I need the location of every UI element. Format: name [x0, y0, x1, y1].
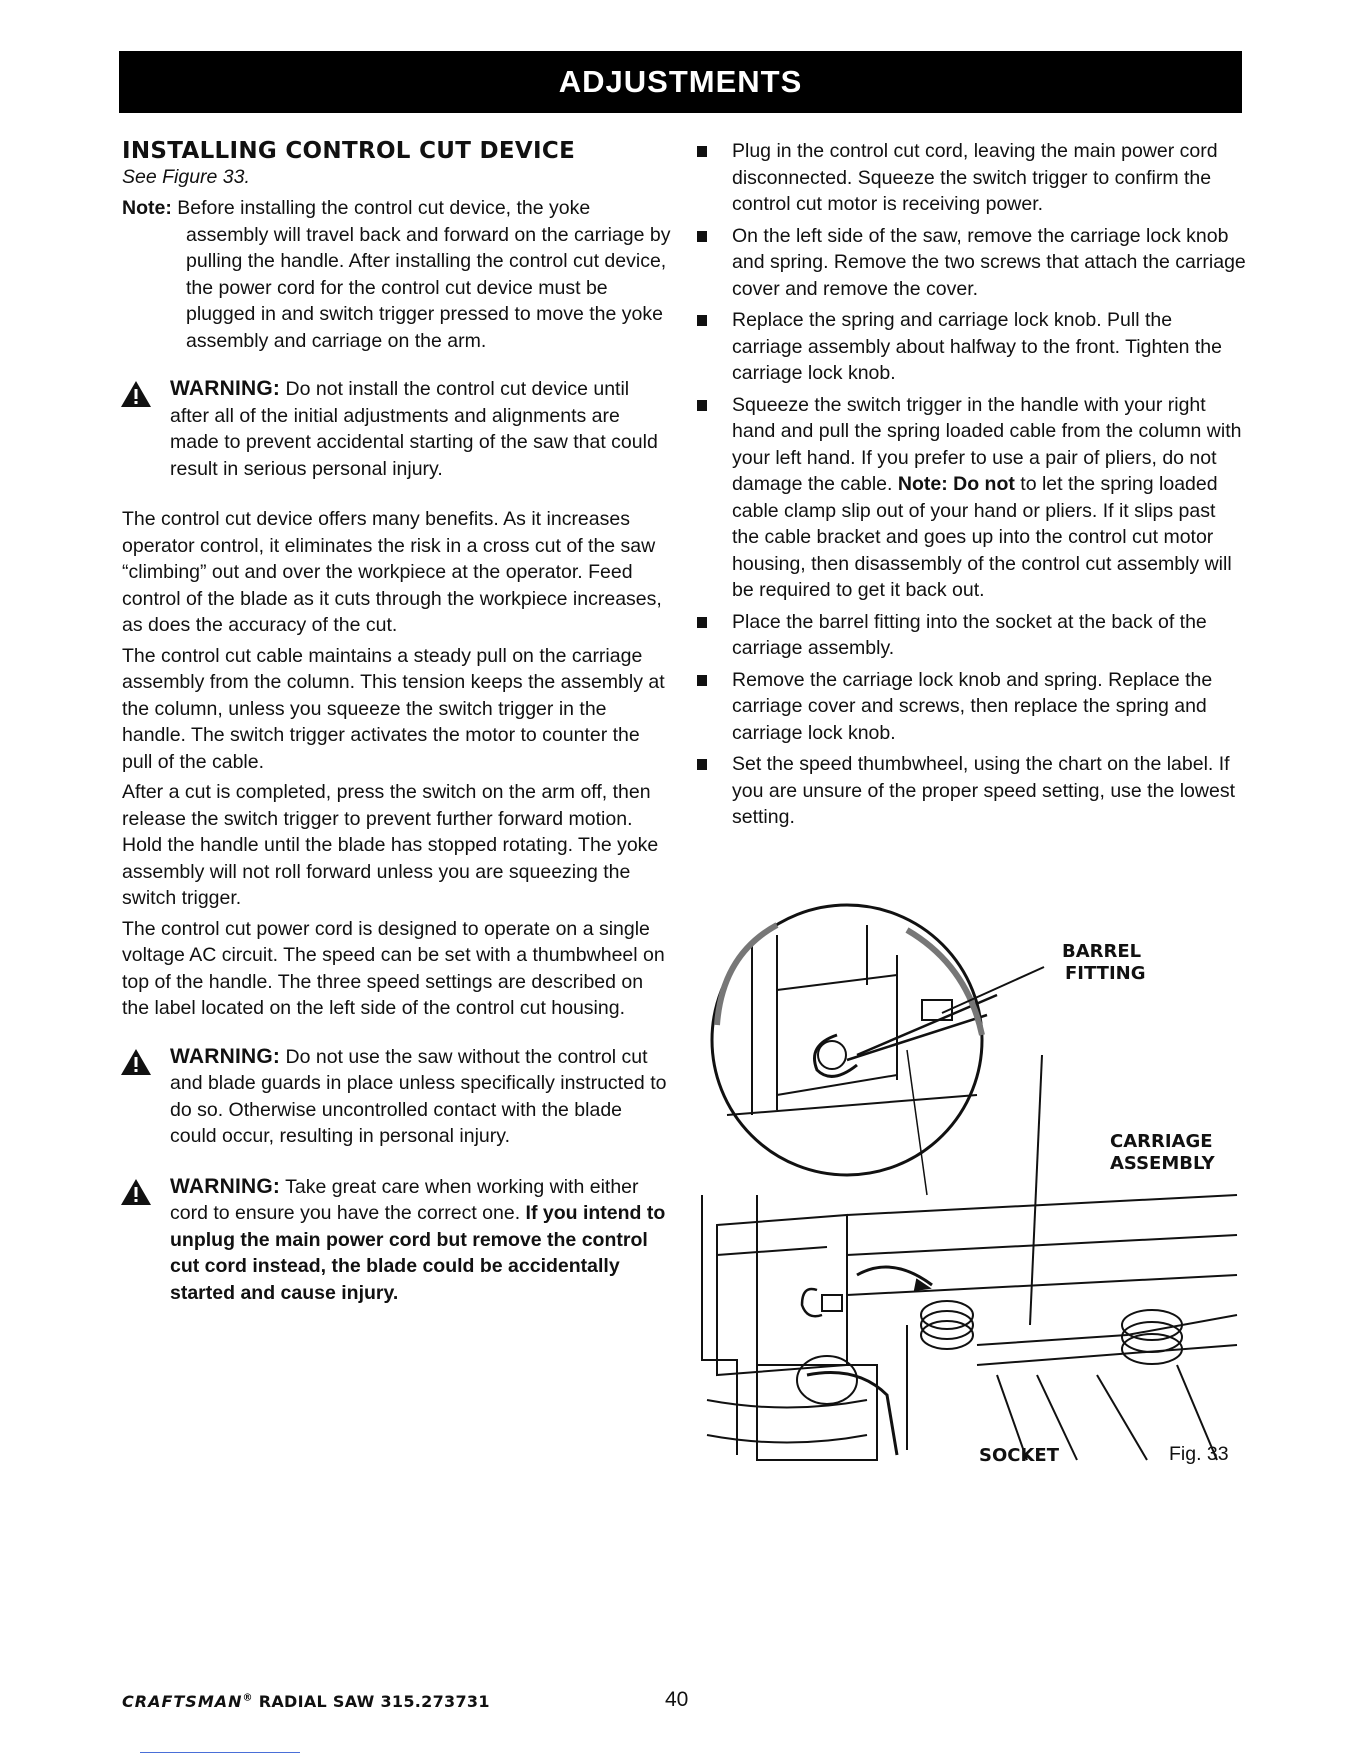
bullet-square-icon	[697, 617, 707, 628]
registered-mark: ®	[242, 1692, 253, 1704]
warning-triangle-icon	[120, 1048, 152, 1076]
list-item	[697, 392, 1247, 604]
list-item-text: Squeeze the switch trigger in the handle with your right hand and pull the spring loaded cable from the column with your left hand. If you prefer to use a pair of pliers, do not damage the cable.	[732, 393, 1242, 495]
label-barrel-fitting	[1062, 941, 1146, 985]
bullet-square-icon	[697, 146, 707, 157]
note-paragraph	[122, 195, 672, 354]
list-item-text: Set the speed thumbwheel, using the chart on the label. If you are unsure of the proper speed setting, use the lowest setting.	[732, 753, 1235, 828]
bullet-square-icon	[697, 759, 707, 770]
left-column	[122, 138, 672, 1330]
section-header: ADJUSTMENTS	[119, 51, 1242, 113]
list-item	[697, 609, 1247, 662]
warning-block-2	[122, 1044, 672, 1150]
warning-bold-text: If you intend to unplug the main power cord but remove the control cut cord instead, the blade could be accidentally started and cause injury.	[170, 1202, 666, 1304]
page-number: 40	[665, 1688, 689, 1711]
note-text: Before installing the control cut device, the yoke assembly will travel back and forward on the carriage by pulling the handle. After installing the control cut device, the power cord for the control cut device must be plugged in and switch trigger pressed to move the yoke assembly and carriage on the arm.	[177, 197, 671, 352]
label-socket: SOCKET	[979, 1445, 1059, 1466]
warning-block-3	[122, 1174, 672, 1307]
list-item-text: Replace the spring and carriage lock knob. Pull the carriage assembly about halfway to the front. Tighten the carriage lock knob.	[732, 309, 1222, 384]
warning-block-1	[122, 376, 672, 482]
steps-list	[697, 138, 1247, 831]
saw-carriage-illustration	[697, 895, 1247, 1465]
label-line: FITTING	[1065, 963, 1146, 984]
model-number: RADIAL SAW 315.273731	[258, 1692, 490, 1711]
bottom-divider	[140, 1752, 300, 1753]
warning-text: Do not use the saw without the control cut and blade guards in place unless specifically instructed to do so. Otherwise uncontrolled contact with the blade could occur, resulting in personal injury.	[170, 1045, 667, 1147]
warning-label: WARNING:	[170, 377, 281, 400]
warning-text: Do not install the control cut device until after all of the initial adjustments and alignments are made to prevent accidental starting of the saw that could result in serious personal injury.	[170, 378, 658, 480]
figure-33	[697, 895, 1247, 1465]
warning-text: Take great care when working with either cord to ensure you have the correct one.	[170, 1175, 639, 1224]
list-item-bold-note: Note: Do not	[897, 473, 1015, 495]
body-paragraph: After a cut is completed, press the switch on the arm off, then release the switch trigger to prevent further forward motion. Hold the handle until the blade has stopped rotating. The yoke assembly will not roll forward unless you are squeezing the switch trigger.	[122, 781, 659, 909]
label-line: BARREL	[1062, 941, 1142, 962]
see-figure-ref: See Figure 33.	[122, 166, 250, 188]
label-line: CARRIAGE	[1110, 1131, 1213, 1152]
bullet-square-icon	[697, 315, 707, 326]
list-item	[697, 751, 1247, 831]
bullet-square-icon	[697, 400, 707, 411]
label-carriage-assembly	[1110, 1131, 1215, 1175]
figure-caption: Fig. 33	[1169, 1443, 1229, 1465]
footer-model	[122, 1692, 490, 1711]
right-column	[697, 138, 1247, 836]
warning-label: WARNING:	[170, 1044, 281, 1068]
list-item	[697, 667, 1247, 747]
list-item	[697, 223, 1247, 303]
list-item-text: On the left side of the saw, remove the carriage lock knob and spring. Remove the two screws that attach the carriage cover and remove the cover.	[732, 224, 1246, 300]
warning-label: WARNING:	[170, 1174, 281, 1198]
brand-logo-text: CRAFTSMAN	[122, 1692, 243, 1711]
list-item-text: Remove the carriage lock knob and spring. Replace the carriage cover and screws, then replace the spring and carriage lock knob.	[732, 668, 1213, 744]
list-item	[697, 138, 1247, 218]
body-paragraph: The control cut power cord is designed to operate on a single voltage AC circuit. The speed can be set with a thumbwheel on top of the handle. The three speed settings are described on the label located on the left side of the control cut housing.	[122, 917, 665, 1019]
body-paragraph: The control cut device offers many benefits. As it increases operator control, it eliminates the risk in a cross cut of the saw “climbing” out and over the workpiece at the operator. Feed control of the blade as it cuts through the workpiece increases, as does the accuracy of the cut.	[122, 508, 662, 636]
list-item-text: to let the spring loaded cable clamp slip out of your hand or pliers. If it slips past the cable bracket and goes up into the control cut motor housing, then disassembly of the control cut assembly will be required to get it back out.	[732, 473, 1232, 601]
warning-triangle-icon	[120, 380, 152, 408]
list-item-text: Plug in the control cut cord, leaving the main power cord disconnected. Squeeze the switch trigger to confirm the control cut motor is receiving power.	[732, 140, 1218, 215]
body-paragraph: The control cut cable maintains a steady pull on the carriage assembly from the column. This tension keeps the assembly at the column, unless you squeeze the switch trigger in the handle. The switch trigger activates the motor to counter the pull of the cable.	[122, 644, 665, 773]
section-title: INSTALLING CONTROL CUT DEVICE	[122, 138, 576, 164]
label-line: ASSEMBLY	[1110, 1153, 1215, 1174]
warning-triangle-icon	[120, 1178, 152, 1206]
list-item	[697, 307, 1247, 387]
bullet-square-icon	[697, 675, 707, 686]
note-label: Note:	[122, 197, 172, 219]
list-item-text: Place the barrel fitting into the socket at the back of the carriage assembly.	[732, 610, 1207, 659]
bullet-square-icon	[697, 231, 707, 242]
